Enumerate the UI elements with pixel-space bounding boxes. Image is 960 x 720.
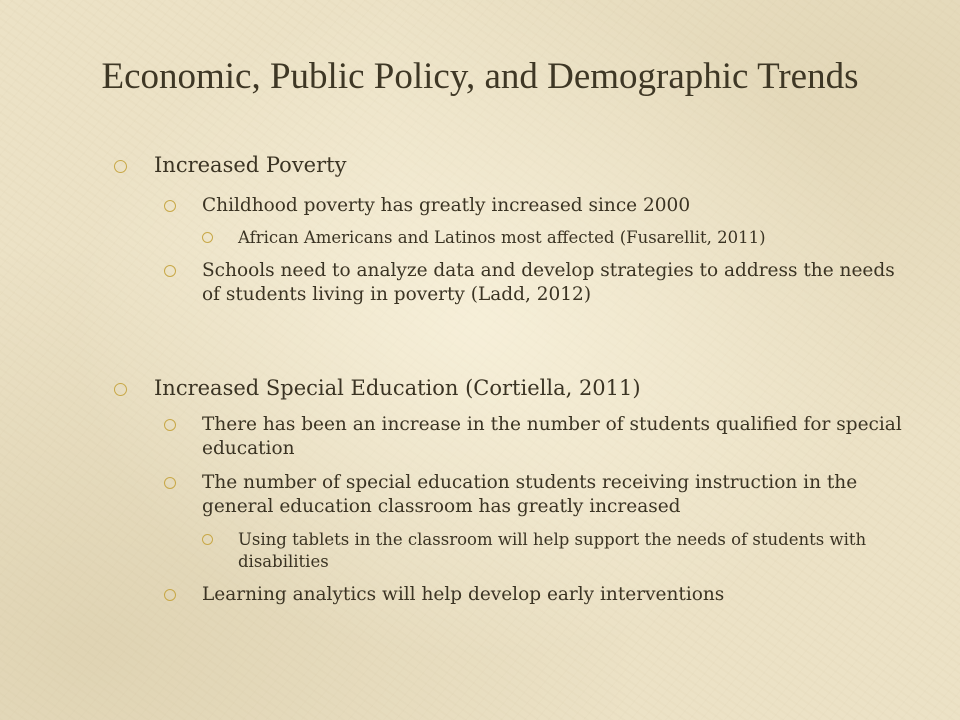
section-special-education bbox=[116, 375, 906, 607]
circle-bullet-icon bbox=[164, 477, 176, 489]
subpoint-text: African Americans and Latinos most affected (Fusarellit, 2011) bbox=[238, 228, 766, 247]
circle-bullet-icon bbox=[164, 265, 176, 277]
list-item bbox=[164, 413, 906, 461]
section-heading-row bbox=[116, 375, 906, 401]
list-item bbox=[164, 194, 906, 249]
list-item bbox=[164, 583, 906, 607]
list-item bbox=[164, 471, 906, 573]
point-text: Schools need to analyze data and develop strategies to address the needs of students living in poverty (Ladd, 2012) bbox=[202, 260, 895, 305]
section-heading: Increased Poverty bbox=[154, 153, 347, 177]
point-text: The number of special education students receiving instruction in the general education classroom has greatly increased bbox=[202, 472, 858, 517]
subpoint-text: Using tablets in the classroom will help support the needs of students with disabilities bbox=[238, 530, 867, 571]
circle-bullet-icon bbox=[114, 160, 127, 173]
circle-bullet-icon bbox=[202, 534, 213, 545]
section-heading-row bbox=[116, 152, 906, 178]
circle-bullet-icon bbox=[202, 232, 213, 243]
circle-bullet-icon bbox=[164, 589, 176, 601]
point-text: Learning analytics will help develop early interventions bbox=[202, 584, 725, 605]
section-poverty bbox=[116, 152, 906, 307]
list-item bbox=[202, 529, 906, 573]
point-text: There has been an increase in the number of students qualified for special education bbox=[202, 414, 902, 459]
circle-bullet-icon bbox=[114, 383, 127, 396]
point-text: Childhood poverty has greatly increased since 2000 bbox=[202, 195, 691, 216]
section-heading: Increased Special Education (Cortiella, 2011) bbox=[154, 376, 641, 400]
circle-bullet-icon bbox=[164, 200, 176, 212]
circle-bullet-icon bbox=[164, 419, 176, 431]
list-item bbox=[164, 259, 906, 307]
list-item bbox=[202, 227, 906, 249]
slide-title: Economic, Public Policy, and Demographic Trends bbox=[101, 56, 859, 97]
